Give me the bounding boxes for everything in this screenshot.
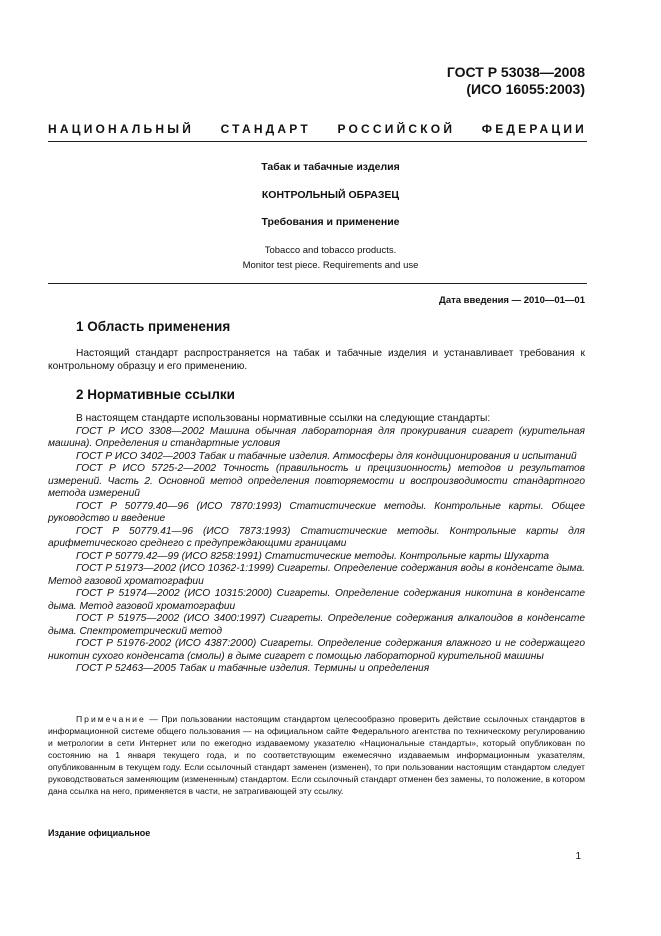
banner-word: НАЦИОНАЛЬНЫЙ (48, 122, 195, 136)
section-2-heading: 2 Нормативные ссылки (76, 387, 235, 402)
banner-word: РОССИЙСКОЙ (337, 122, 456, 136)
iso-number: (ИСО 16055:2003) (466, 81, 585, 97)
english-title (100, 243, 561, 273)
reference-item: ГОСТ Р 51973—2002 (ИСО 10362-1:1999) Сигареты. Определение содержания воды в конденсате дыма. Метод газовой хроматографии (48, 563, 585, 587)
title-line-3: Требования и применение (261, 216, 400, 228)
top-divider (48, 141, 587, 142)
title-divider (48, 283, 587, 284)
national-standard-banner (48, 122, 587, 136)
title-line-2: КОНТРОЛЬНЫЙ ОБРАЗЕЦ (261, 189, 400, 201)
reference-item: ГОСТ Р 50779.42—99 (ИСО 8258:1991) Статистические методы. Контрольные карты Шухарта (76, 550, 549, 562)
introduction-date: Дата введения — 2010—01—01 (439, 295, 585, 306)
reference-item: ГОСТ Р 50779.40—96 (ИСО 7870:1993) Статистические методы. Контрольные карты. Общее руководство и введение (48, 500, 585, 524)
reference-item: ГОСТ Р 52463—2005 Табак и табачные изделия. Термины и определения (76, 663, 430, 674)
normative-references (48, 413, 585, 676)
reference-item: ГОСТ Р 50779.41—96 (ИСО 7873:1993) Статистические методы. Контрольные карты для арифметического среднего с предупреждающими границами (48, 525, 585, 549)
banner-word: ФЕДЕРАЦИИ (481, 122, 587, 136)
reference-item: ГОСТ Р 51975—2002 (ИСО 3400:1997) Сигареты. Определение содержания алкалоидов в конденсате дыма. Спектрометрический метод (48, 613, 585, 637)
reference-item: ГОСТ Р 51974—2002 (ИСО 10315:2000) Сигареты. Определение содержания никотина в конденсате дыма. Метод газовой хроматографии (48, 588, 585, 612)
section-1-text (48, 348, 585, 373)
gost-number: ГОСТ Р 53038—2008 (446, 64, 585, 80)
english-title-line-1: Tobacco and tobacco products. (264, 245, 397, 256)
banner-word: СТАНДАРТ (220, 122, 311, 136)
note-label: Примечание (76, 714, 146, 724)
reference-item: ГОСТ Р ИСО 3402—2003 Табак и табачные изделия. Атмосферы для кондиционирования и испытаний (76, 450, 577, 462)
note-text: — При пользовании настоящим стандартом целесообразно проверить действие ссылочных стандартов в информационной системе общего пользования — на официальном сайте Федерального агентства по техническому регулированию и метрологии в сети Интернет или по ежегодно издаваемому указателю «Национальные стандарты», который опубликован по состоянию на 1 января текущего года, и по соответствующим ежемесячно издаваемым информационным указателям, опубликованным в текущем году. Если ссылочный стандарт заменен (изменен), то при пользовании настоящим стандартом следует руководствоваться заменяющим (измененным) стандартом. Если ссылочный стандарт отменен без замены, то положение, в котором дана ссылка на него, применяется в части, не затрагивающей эту ссылку. (48, 714, 585, 796)
reference-item: ГОСТ Р 51976-2002 (ИСО 4387:2000) Сигареты. Определение содержания влажного и не содержащего никотин сухого конденсата (смолы) в дыме сигарет с помощью лабораторной курительной машины (48, 638, 585, 662)
page-number: 1 (575, 851, 581, 862)
section-1-heading: 1 Область применения (76, 319, 231, 334)
references-lead: В настоящем стандарте использованы нормативные ссылки на следующие стандарты: (76, 413, 491, 424)
note-paragraph (48, 713, 585, 797)
document-code (447, 64, 585, 98)
reference-item: ГОСТ Р ИСО 3308—2002 Машина обычная лабораторная для прокуривания сигарет (курительная машина). Определения и стандартные условия (48, 425, 585, 449)
reference-item: ГОСТ Р ИСО 5725-2—2002 Точность (правильность и прецизионность) методов и результатов измерений. Часть 2. Основной метод определения повторяемости и воспроизводимости стандартного метода измерений (48, 463, 585, 499)
official-edition-label: Издание официальное (48, 828, 151, 838)
scope-paragraph: Настоящий стандарт распространяется на табак и табачные изделия и устанавливает требования к контрольному образцу и его применению. (48, 348, 585, 372)
english-title-line-2: Monitor test piece. Requirements and use (242, 260, 419, 271)
title-line-1: Табак и табачные изделия (261, 161, 400, 173)
